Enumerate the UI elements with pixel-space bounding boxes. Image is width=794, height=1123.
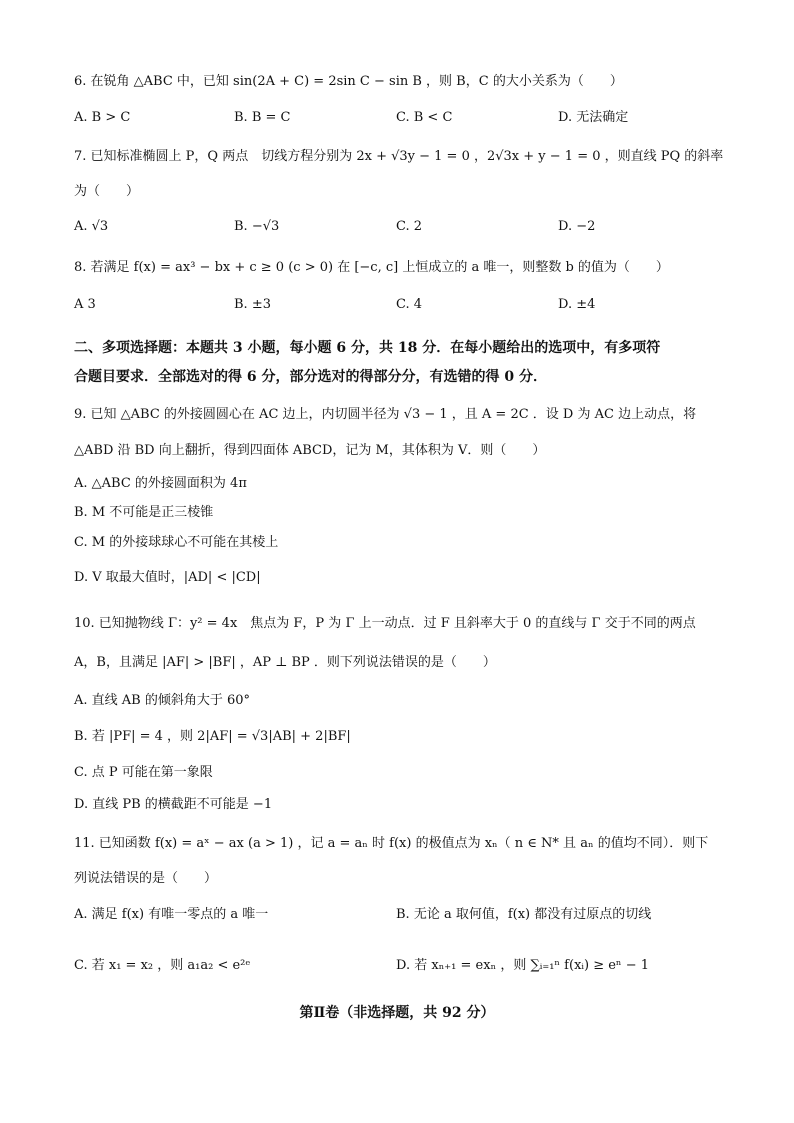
q8-option-c: C. 4 <box>396 297 423 312</box>
q11-option-d: D. 若 xₙ₊₁ = exₙ ，则 ∑ᵢ₌₁ⁿ f(xᵢ) ≥ eⁿ − 1 <box>396 958 649 973</box>
q6-option-c: C. B < C <box>396 110 453 125</box>
q8-option-a: A 3 <box>74 297 96 312</box>
q10-option-c: C. 点 P 可能在第一象限 <box>74 765 213 780</box>
q9-stem-line2: △ABD 沿 BD 向上翻折，得到四面体 ABCD，记为 M，其体积为 V．则（ ） <box>74 443 546 458</box>
section2-heading-line1: 二、多项选择题：本题共 3 小题，每小题 6 分，共 18 分．在每小题给出的选项中，有多项符 <box>74 340 661 356</box>
q10-stem-line1: 10. 已知抛物线 Γ：y² = 4x 焦点为 F，P 为 Γ 上一动点．过 F 且斜率大于 0 的直线与 Γ 交于不同的两点 <box>74 616 696 631</box>
q11-stem-line1: 11. 已知函数 f(x) = aˣ − ax (a > 1) ，记 a = aₙ 时 f(x) 的极值点为 xₙ（ n ∈ N* 且 aₙ 的值均不同）．则下 <box>74 836 709 851</box>
q11-option-b: B. 无论 a 取何值，f(x) 都没有过原点的切线 <box>396 907 652 922</box>
q7-option-c: C. 2 <box>396 219 423 234</box>
q9-option-a: A. △ABC 的外接圆面积为 4π <box>74 476 247 491</box>
q8-option-b: B. ±3 <box>234 297 271 312</box>
q9-option-b: B. M 不可能是正三棱锥 <box>74 505 214 520</box>
q9-option-c: C. M 的外接球球心不可能在其棱上 <box>74 535 279 550</box>
q6-option-a: A. B > C <box>74 110 131 125</box>
part2-heading: 第Ⅱ卷（非选择题，共 92 分） <box>299 1005 495 1021</box>
q9-option-d: D. V 取最大值时，|AD| < |CD| <box>74 570 261 585</box>
q10-option-a: A. 直线 AB 的倾斜角大于 60° <box>74 693 251 708</box>
q10-stem-line2: A，B，且满足 |AF| > |BF| ，AP ⊥ BP ．则下列说法错误的是（ ） <box>74 655 496 670</box>
q11-option-a: A. 满足 f(x) 有唯一零点的 a 唯一 <box>74 907 269 922</box>
q8-stem: 8. 若满足 f(x) = ax³ − bx + c ≥ 0 (c > 0) 在 [−c, c] 上恒成立的 a 唯一，则整数 b 的值为（ ） <box>74 260 669 275</box>
q6-stem: 6. 在锐角 △ABC 中，已知 sin(2A + C) = 2sin C − sin B ，则 B，C 的大小关系为（ ） <box>74 74 623 89</box>
q11-stem-line2: 列说法错误的是（ ） <box>74 871 218 886</box>
q7-option-a: A. √3 <box>74 219 109 234</box>
q10-option-b: B. 若 |PF| = 4 ，则 2|AF| = √3|AB| + 2|BF| <box>74 729 351 744</box>
q8-option-d: D. ±4 <box>558 297 596 312</box>
q6-option-d: D. 无法确定 <box>558 110 629 125</box>
q7-stem-line1: 7. 已知标准椭圆上 P，Q 两点 切线方程分别为 2x + √3y − 1 = 0 ，2√3x + y − 1 = 0 ，则直线 PQ 的斜率 <box>74 149 724 164</box>
q11-option-c: C. 若 x₁ = x₂ ，则 a₁a₂ < e²ᵉ <box>74 958 251 973</box>
q9-stem-line1: 9. 已知 △ABC 的外接圆圆心在 AC 边上，内切圆半径为 √3 − 1 ，且 A = 2C ．设 D 为 AC 边上动点，将 <box>74 407 697 422</box>
q7-option-d: D. −2 <box>558 219 596 234</box>
q10-option-d: D. 直线 PB 的横截距不可能是 −1 <box>74 797 273 812</box>
q6-option-b: B. B = C <box>234 110 291 125</box>
q7-stem-line2: 为（ ） <box>74 184 140 199</box>
section2-heading-line2: 合题目要求．全部选对的得 6 分，部分选对的得部分分，有选错的得 0 分． <box>74 369 547 385</box>
q7-option-b: B. −√3 <box>234 219 280 234</box>
